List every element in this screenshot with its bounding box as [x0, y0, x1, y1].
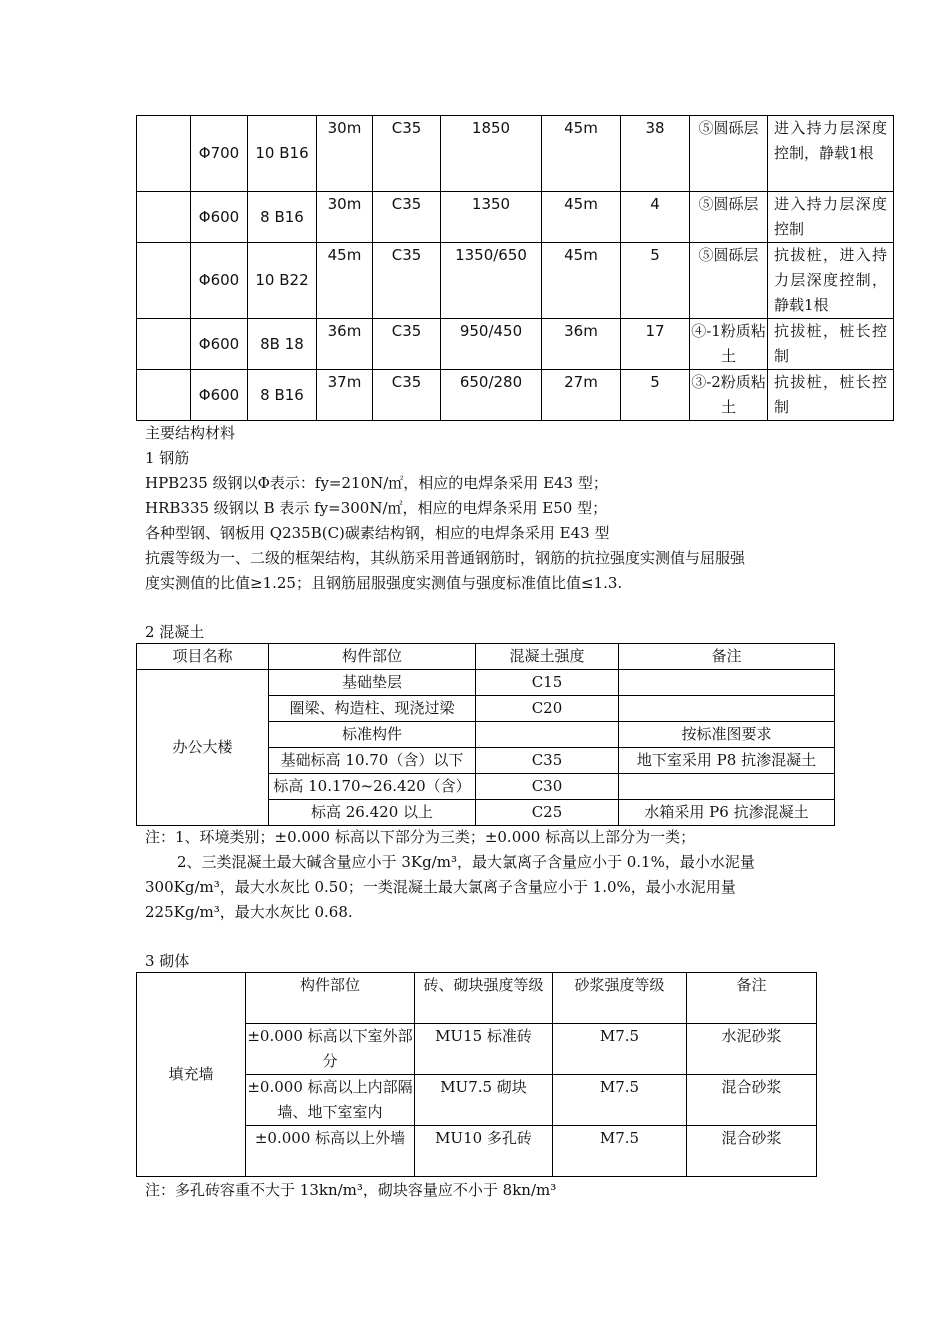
cell-blank — [137, 192, 191, 243]
cell-layer: ⑤圆砾层 — [690, 243, 768, 319]
cell-count: 38 — [621, 116, 690, 192]
table-row — [137, 319, 894, 370]
materials-heading: 主要结构材料 — [145, 424, 236, 442]
cell-count: 17 — [621, 319, 690, 370]
cell-effective: 45m — [542, 192, 621, 243]
cell-diameter: Φ600 — [191, 192, 248, 243]
cell-effective: 45m — [542, 116, 621, 192]
table-row — [137, 243, 894, 319]
cell-part: ±0.000 标高以下室外部分 — [246, 1024, 415, 1075]
cell-part: 基础垫层 — [269, 670, 476, 696]
cell-brick: MU15 标准砖 — [415, 1024, 553, 1075]
project-name: 办公大楼 — [137, 670, 269, 826]
header-brick: 砖、砌块强度等级 — [415, 973, 553, 1024]
concrete-heading: 2 混凝土 — [145, 623, 205, 641]
masonry-note: 注：多孔砖容重不大于 13kn/m³，砌块容量应不小于 8kn/m³ — [145, 1181, 557, 1199]
cell-rebar: 10 B16 — [248, 116, 317, 192]
cell-length: 45m — [317, 243, 373, 319]
cell-brick: MU10 多孔砖 — [415, 1126, 553, 1177]
cell-note — [619, 774, 835, 800]
cell-part: 标高 10.170~26.420（含） — [269, 774, 476, 800]
cell-capacity: 1350 — [441, 192, 542, 243]
cell-part: 圈梁、构造柱、现浇过梁 — [269, 696, 476, 722]
cell-note: 混合砂浆 — [687, 1075, 817, 1126]
concrete-table — [136, 643, 835, 826]
cell-part: 标高 26.420 以上 — [269, 800, 476, 826]
cell-length: 30m — [317, 192, 373, 243]
steel-line-1: HPB235 级钢以Φ表示：fy=210N/㎡，相应的电焊条采用 E43 型； — [145, 474, 608, 492]
cell-capacity: 1850 — [441, 116, 542, 192]
cell-strength: C15 — [476, 670, 619, 696]
masonry-heading: 3 砌体 — [145, 952, 190, 970]
cell-layer: ⑤圆砾层 — [690, 192, 768, 243]
cell-count: 5 — [621, 370, 690, 421]
cell-count: 5 — [621, 243, 690, 319]
cell-note: 水泥砂浆 — [687, 1024, 817, 1075]
cell-strength: C35 — [476, 748, 619, 774]
cell-capacity: 650/280 — [441, 370, 542, 421]
cell-length: 36m — [317, 319, 373, 370]
cell-note: 进入持力层深度控制 — [768, 192, 894, 243]
cell-grade: C35 — [373, 243, 441, 319]
table-row — [137, 670, 835, 696]
cell-effective: 36m — [542, 319, 621, 370]
header-part: 构件部位 — [246, 973, 415, 1024]
steel-line-2: HRB335 级钢以 B 表示 fy=300N/㎡，相应的电焊条采用 E50 型； — [145, 499, 608, 517]
steel-line-5: 度实测值的比值≥1.25；且钢筋屈服强度实测值与强度标准值比值≤1.3. — [145, 574, 623, 592]
cell-part: ±0.000 标高以上外墙 — [246, 1126, 415, 1177]
pile-table — [136, 115, 894, 421]
table-row — [137, 192, 894, 243]
cell-strength: C20 — [476, 696, 619, 722]
concrete-header-row — [137, 644, 835, 670]
cell-capacity: 1350/650 — [441, 243, 542, 319]
cell-blank — [137, 319, 191, 370]
cell-layer: ④-1粉质粘土 — [690, 319, 768, 370]
masonry-header-row — [137, 973, 817, 1024]
cell-note: 抗拔桩，桩长控制 — [768, 370, 894, 421]
cell-blank — [137, 116, 191, 192]
header-mortar: 砂浆强度等级 — [553, 973, 687, 1024]
cell-length: 37m — [317, 370, 373, 421]
steel-line-3: 各种型钢、钢板用 Q235B(C)碳素结构钢，相应的电焊条采用 E43 型 — [145, 524, 610, 542]
cell-part: ±0.000 标高以上内部隔墙、地下室室内 — [246, 1075, 415, 1126]
cell-diameter: Φ600 — [191, 243, 248, 319]
header-strength: 混凝土强度 — [476, 644, 619, 670]
cell-note: 水箱采用 P6 抗渗混凝土 — [619, 800, 835, 826]
cell-note: 进入持力层深度控制，静载1根 — [768, 116, 894, 192]
cell-note — [619, 696, 835, 722]
cell-diameter: Φ700 — [191, 116, 248, 192]
cell-layer: ③-2粉质粘土 — [690, 370, 768, 421]
cell-part: 基础标高 10.70（含）以下 — [269, 748, 476, 774]
table-row — [137, 116, 894, 192]
masonry-group: 填充墙 — [137, 973, 246, 1177]
cell-brick: MU7.5 砌块 — [415, 1075, 553, 1126]
cell-mortar: M7.5 — [553, 1075, 687, 1126]
concrete-note-2: 2、三类混凝土最大碱含量应小于 3Kg/m³，最大氯离子含量应小于 0.1%，最小水泥量 — [177, 853, 755, 871]
masonry-table — [136, 972, 817, 1177]
cell-strength: C30 — [476, 774, 619, 800]
cell-count: 4 — [621, 192, 690, 243]
cell-length: 30m — [317, 116, 373, 192]
cell-grade: C35 — [373, 370, 441, 421]
cell-layer: ⑤圆砾层 — [690, 116, 768, 192]
concrete-note-4: 225Kg/m³，最大水灰比 0.68. — [145, 903, 353, 921]
cell-note: 地下室采用 P8 抗渗混凝土 — [619, 748, 835, 774]
steel-line-4: 抗震等级为一、二级的框架结构，其纵筋采用普通钢筋时，钢筋的抗拉强度实测值与屈服强 — [145, 549, 746, 567]
cell-note: 抗拔桩，桩长控制 — [768, 319, 894, 370]
cell-part: 标准构件 — [269, 722, 476, 748]
cell-note: 按标准图要求 — [619, 722, 835, 748]
steel-heading: 1 钢筋 — [145, 449, 190, 467]
cell-blank — [137, 243, 191, 319]
cell-rebar: 8 B16 — [248, 370, 317, 421]
cell-note — [619, 670, 835, 696]
concrete-note-1: 注：1、环境类别；±0.000 标高以下部分为三类；±0.000 标高以上部分为一类； — [145, 828, 696, 846]
header-note: 备注 — [687, 973, 817, 1024]
cell-note: 抗拔桩，进入持力层深度控制，静载1根 — [768, 243, 894, 319]
cell-effective: 45m — [542, 243, 621, 319]
cell-effective: 27m — [542, 370, 621, 421]
concrete-note-3: 300Kg/m³，最大水灰比 0.50；一类混凝土最大氯离子含量应小于 1.0%，最小水泥用量 — [145, 878, 736, 896]
cell-rebar: 8 B16 — [248, 192, 317, 243]
header-project: 项目名称 — [137, 644, 269, 670]
cell-mortar: M7.5 — [553, 1126, 687, 1177]
table-row — [137, 370, 894, 421]
header-note: 备注 — [619, 644, 835, 670]
cell-grade: C35 — [373, 116, 441, 192]
header-part: 构件部位 — [269, 644, 476, 670]
cell-mortar: M7.5 — [553, 1024, 687, 1075]
cell-strength — [476, 722, 619, 748]
cell-strength: C25 — [476, 800, 619, 826]
cell-capacity: 950/450 — [441, 319, 542, 370]
cell-note: 混合砂浆 — [687, 1126, 817, 1177]
cell-rebar: 8B 18 — [248, 319, 317, 370]
cell-diameter: Φ600 — [191, 370, 248, 421]
cell-rebar: 10 B22 — [248, 243, 317, 319]
cell-grade: C35 — [373, 319, 441, 370]
cell-grade: C35 — [373, 192, 441, 243]
cell-blank — [137, 370, 191, 421]
cell-diameter: Φ600 — [191, 319, 248, 370]
